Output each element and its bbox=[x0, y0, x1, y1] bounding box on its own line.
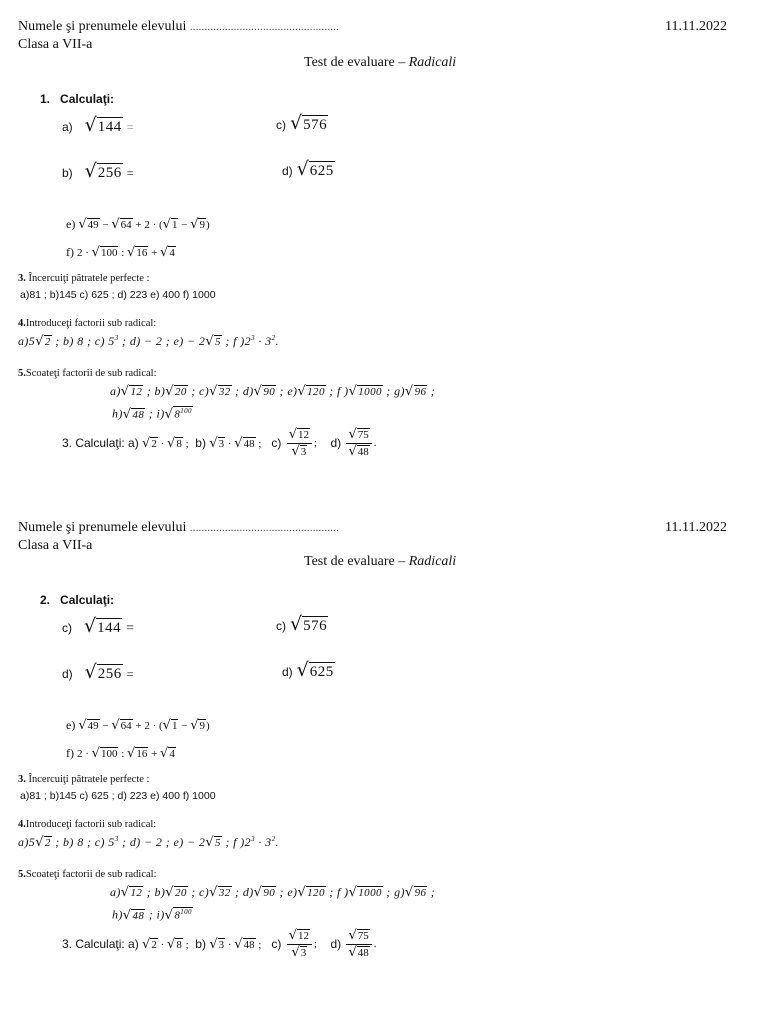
sqrt-256: √ 256 bbox=[84, 661, 122, 683]
q1-item-c: c) √ 576 bbox=[276, 613, 328, 635]
sqrt-625: √ 625 bbox=[296, 659, 334, 681]
q1-item-b: d) √ 256 = bbox=[62, 661, 134, 683]
student-name-line: Numele şi prenumele elevului ................................................... bbox=[18, 520, 340, 535]
test-title: Test de evaluare – Radicali bbox=[304, 554, 457, 569]
q1-item-f: f) 2 · √ 100 : √ 16 + √ 4 bbox=[66, 746, 175, 761]
question-6: 3. Calculaţi: a) √ 2 · √ 8 ; b) √ 3 · √ 48 ; c) √ 12 √ 3 ; d) √ 75 √ 48 . bbox=[62, 427, 377, 459]
question-3-options: a)81 ; b)145 c) 625 ; d) 223 e) 400 f) 1000 bbox=[20, 289, 216, 301]
class-label: Clasa a VII-a bbox=[18, 538, 93, 553]
question-4-prompt: 4.Introduceţi factorii sub radical: bbox=[18, 318, 157, 329]
q1-item-d: d) √ 625 bbox=[282, 659, 334, 681]
q1-item-c: c) √ 576 bbox=[276, 112, 328, 134]
question-3-prompt: 3. Încercuiţi pătratele perfecte : bbox=[18, 774, 150, 785]
question-1-heading: 1. Calculaţi: bbox=[40, 92, 115, 106]
q1-item-d: d) √ 625 bbox=[282, 158, 334, 180]
class-label: Clasa a VII-a bbox=[18, 37, 93, 52]
question-4-items: a)5 √ 2 ; b) 8 ; c) $5^3$ ; d) − 2 ; e) − 2 √ 5 ; f )$2^3 \cdot 3^2$. bbox=[18, 835, 279, 850]
sqrt-256: √ 256 bbox=[84, 160, 122, 182]
test-date: 11.11.2022 bbox=[665, 520, 727, 535]
question-6: 3. Calculaţi: a) √ 2 · √ 8 ; b) √ 3 · √ 48 ; c) √ 12 √ 3 ; d) √ 75 √ 48 . bbox=[62, 928, 377, 960]
question-5-items-row-1: a) √ 12 ; b) √ 20 ; c) √ 32 ; d) √ 90 ; e) √ 120 ; f ) √ 1000 ; g) √ 96 ; bbox=[110, 384, 436, 399]
test-date: 11.11.2022 bbox=[665, 19, 727, 34]
sqrt-144: √ 144 bbox=[84, 615, 122, 637]
question-5-items-row-2: h) √ 48 ; i) √ $8^{100}$ bbox=[112, 907, 192, 923]
question-5-prompt: 5.Scoateţi factorii de sub radical: bbox=[18, 869, 157, 880]
test-sheet-1 bbox=[0, 0, 768, 500]
test-sheet-2 bbox=[0, 501, 768, 1001]
sqrt-576: √ 576 bbox=[290, 613, 328, 635]
question-1-heading: 2. Calculaţi: bbox=[40, 593, 115, 607]
q1-item-f: f) 2 · √ 100 : √ 16 + √ 4 bbox=[66, 245, 175, 260]
question-5-items-row-2: h) √ 48 ; i) √ $8^{100}$ bbox=[112, 406, 192, 422]
question-3-prompt: 3. Încercuiţi pătratele perfecte : bbox=[18, 273, 150, 284]
question-4-prompt: 4.Introduceţi factorii sub radical: bbox=[18, 819, 157, 830]
question-5-items-row-1: a) √ 12 ; b) √ 20 ; c) √ 32 ; d) √ 90 ; e) √ 120 ; f ) √ 1000 ; g) √ 96 ; bbox=[110, 885, 436, 900]
question-5-prompt: 5.Scoateţi factorii de sub radical: bbox=[18, 368, 157, 379]
test-title: Test de evaluare – Radicali bbox=[304, 55, 457, 70]
q1-item-a: a) √ 144 = bbox=[62, 114, 134, 136]
student-name-line: Numele şi prenumele elevului ................................................... bbox=[18, 19, 340, 34]
q1-item-a: c) √ 144 = bbox=[62, 615, 135, 637]
q1-item-e: e) √ 49 − √ 64 + 2 · ( √ 1 − √ 9 ) bbox=[66, 217, 210, 232]
sqrt-144: √ 144 bbox=[84, 114, 122, 136]
q1-item-e: e) √ 49 − √ 64 + 2 · ( √ 1 − √ 9 ) bbox=[66, 718, 210, 733]
question-4-items: a)5 √ 2 ; b) 8 ; c) $5^3$ ; d) − 2 ; e) − 2 √ 5 ; f )$2^3 \cdot 3^2$. bbox=[18, 334, 279, 349]
q1-item-b: b) √ 256 = bbox=[62, 160, 134, 182]
sqrt-576: √ 576 bbox=[290, 112, 328, 134]
question-3-options: a)81 ; b)145 c) 625 ; d) 223 e) 400 f) 1000 bbox=[20, 790, 216, 802]
sqrt-625: √ 625 bbox=[296, 158, 334, 180]
